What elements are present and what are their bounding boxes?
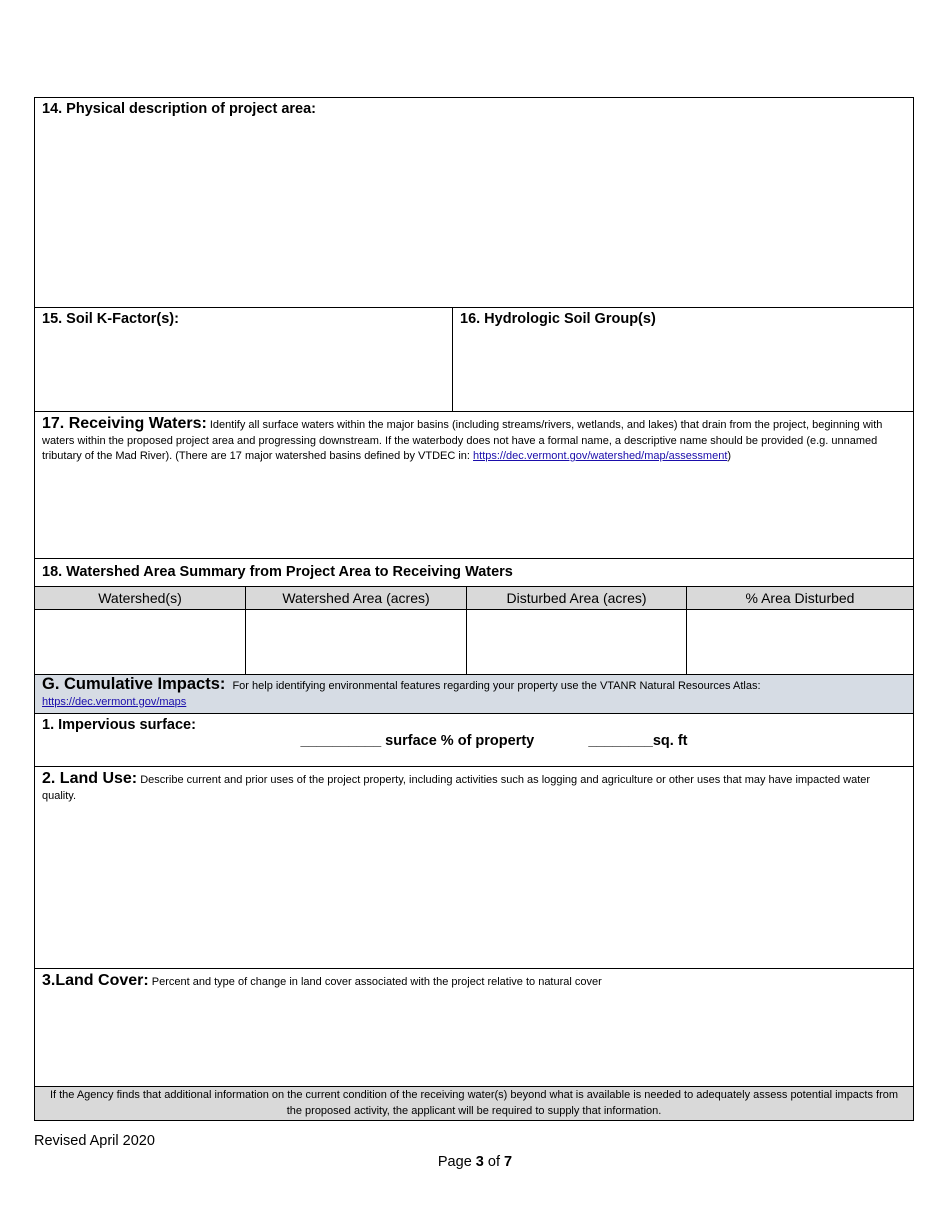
page-prefix: Page [437,1154,476,1170]
column-header-disturbed-area: Disturbed Area (acres) [467,587,687,609]
natural-resources-atlas-link[interactable]: https://dec.vermont.gov/maps [42,695,187,708]
watershed-summary-label: 18. Watershed Area Summary from Project Area to Receiving Waters [42,564,513,580]
column-header-watershed-area: Watershed Area (acres) [246,587,467,609]
land-use-section[interactable] [35,767,913,969]
receiving-waters-instructions: Identify all surface waters within the major basins (including streams/rivers, wetlands, and lakes) that drain from the project, beginning with waters within the proposed project area and progressing downstream. If the waterbody does not have a formal name, a descriptive name should be provided (e.g. unnamed tributary of the Mad River). (There are 17 major watershed basins defined by VTDEC in: [42,419,883,462]
watershed-table-row [35,610,913,675]
watershed-table-header [35,587,913,610]
hydrologic-soil-group-field[interactable] [453,308,913,411]
physical-description-section[interactable] [35,98,913,308]
land-cover-section[interactable] [35,969,913,1087]
disturbed-area-input[interactable] [467,610,687,674]
receiving-waters-close: ) [727,450,732,462]
agency-notice: If the Agency finds that additional information on the current condition of the receiving water(s) beyond what is available is needed to adequately assess potential impacts from the proposed activity, the applicant will be required to supply that information. [35,1087,913,1120]
soil-k-factor-field[interactable] [35,308,453,411]
page-total: 7 [504,1154,513,1170]
column-header-watersheds: Watershed(s) [35,587,246,609]
page-mid: of [483,1154,505,1170]
watershed-area-input[interactable] [246,610,467,674]
watersheds-input[interactable] [35,610,246,674]
hydrologic-soil-group-label: 16. Hydrologic Soil Group(s) [460,311,656,327]
impervious-percent-field[interactable]: __________ surface % of property [300,733,535,749]
physical-description-label: 14. Physical description of project area: [42,101,316,117]
page-number [0,1154,950,1170]
receiving-waters-section[interactable] [35,412,913,559]
soil-row [35,308,913,412]
impervious-sqft-field[interactable]: ________sq. ft [588,733,688,749]
land-cover-instructions: Percent and type of change in land cover associated with the project relative to natural cover [151,976,602,988]
cumulative-impacts-text: For help identifying environmental features regarding your property use the VTANR Natural Resources Atlas: [232,680,761,692]
cumulative-impacts-header [35,675,913,714]
column-header-percent-disturbed: % Area Disturbed [687,587,913,609]
soil-k-factor-label: 15. Soil K-Factor(s): [42,311,179,327]
watershed-summary-header [35,559,913,587]
page-current: 3 [475,1154,484,1170]
land-use-label: 2. Land Use: [42,770,138,787]
impervious-surface-section [35,714,913,767]
watershed-assessment-link[interactable]: https://dec.vermont.gov/watershed/map/assessment [473,450,728,462]
cumulative-impacts-label: G. Cumulative Impacts: [42,675,226,693]
revision-date: Revised April 2020 [34,1133,155,1149]
land-cover-label: 3.Land Cover: [42,972,149,989]
impervious-surface-label: 1. Impervious surface: [42,717,196,733]
receiving-waters-label: 17. Receiving Waters: [42,415,207,432]
land-use-instructions: Describe current and prior uses of the project property, including activities such as logging and agriculture or other uses that may have impacted water quality. [42,774,871,802]
percent-disturbed-input[interactable] [687,610,913,674]
application-form [34,97,914,1121]
